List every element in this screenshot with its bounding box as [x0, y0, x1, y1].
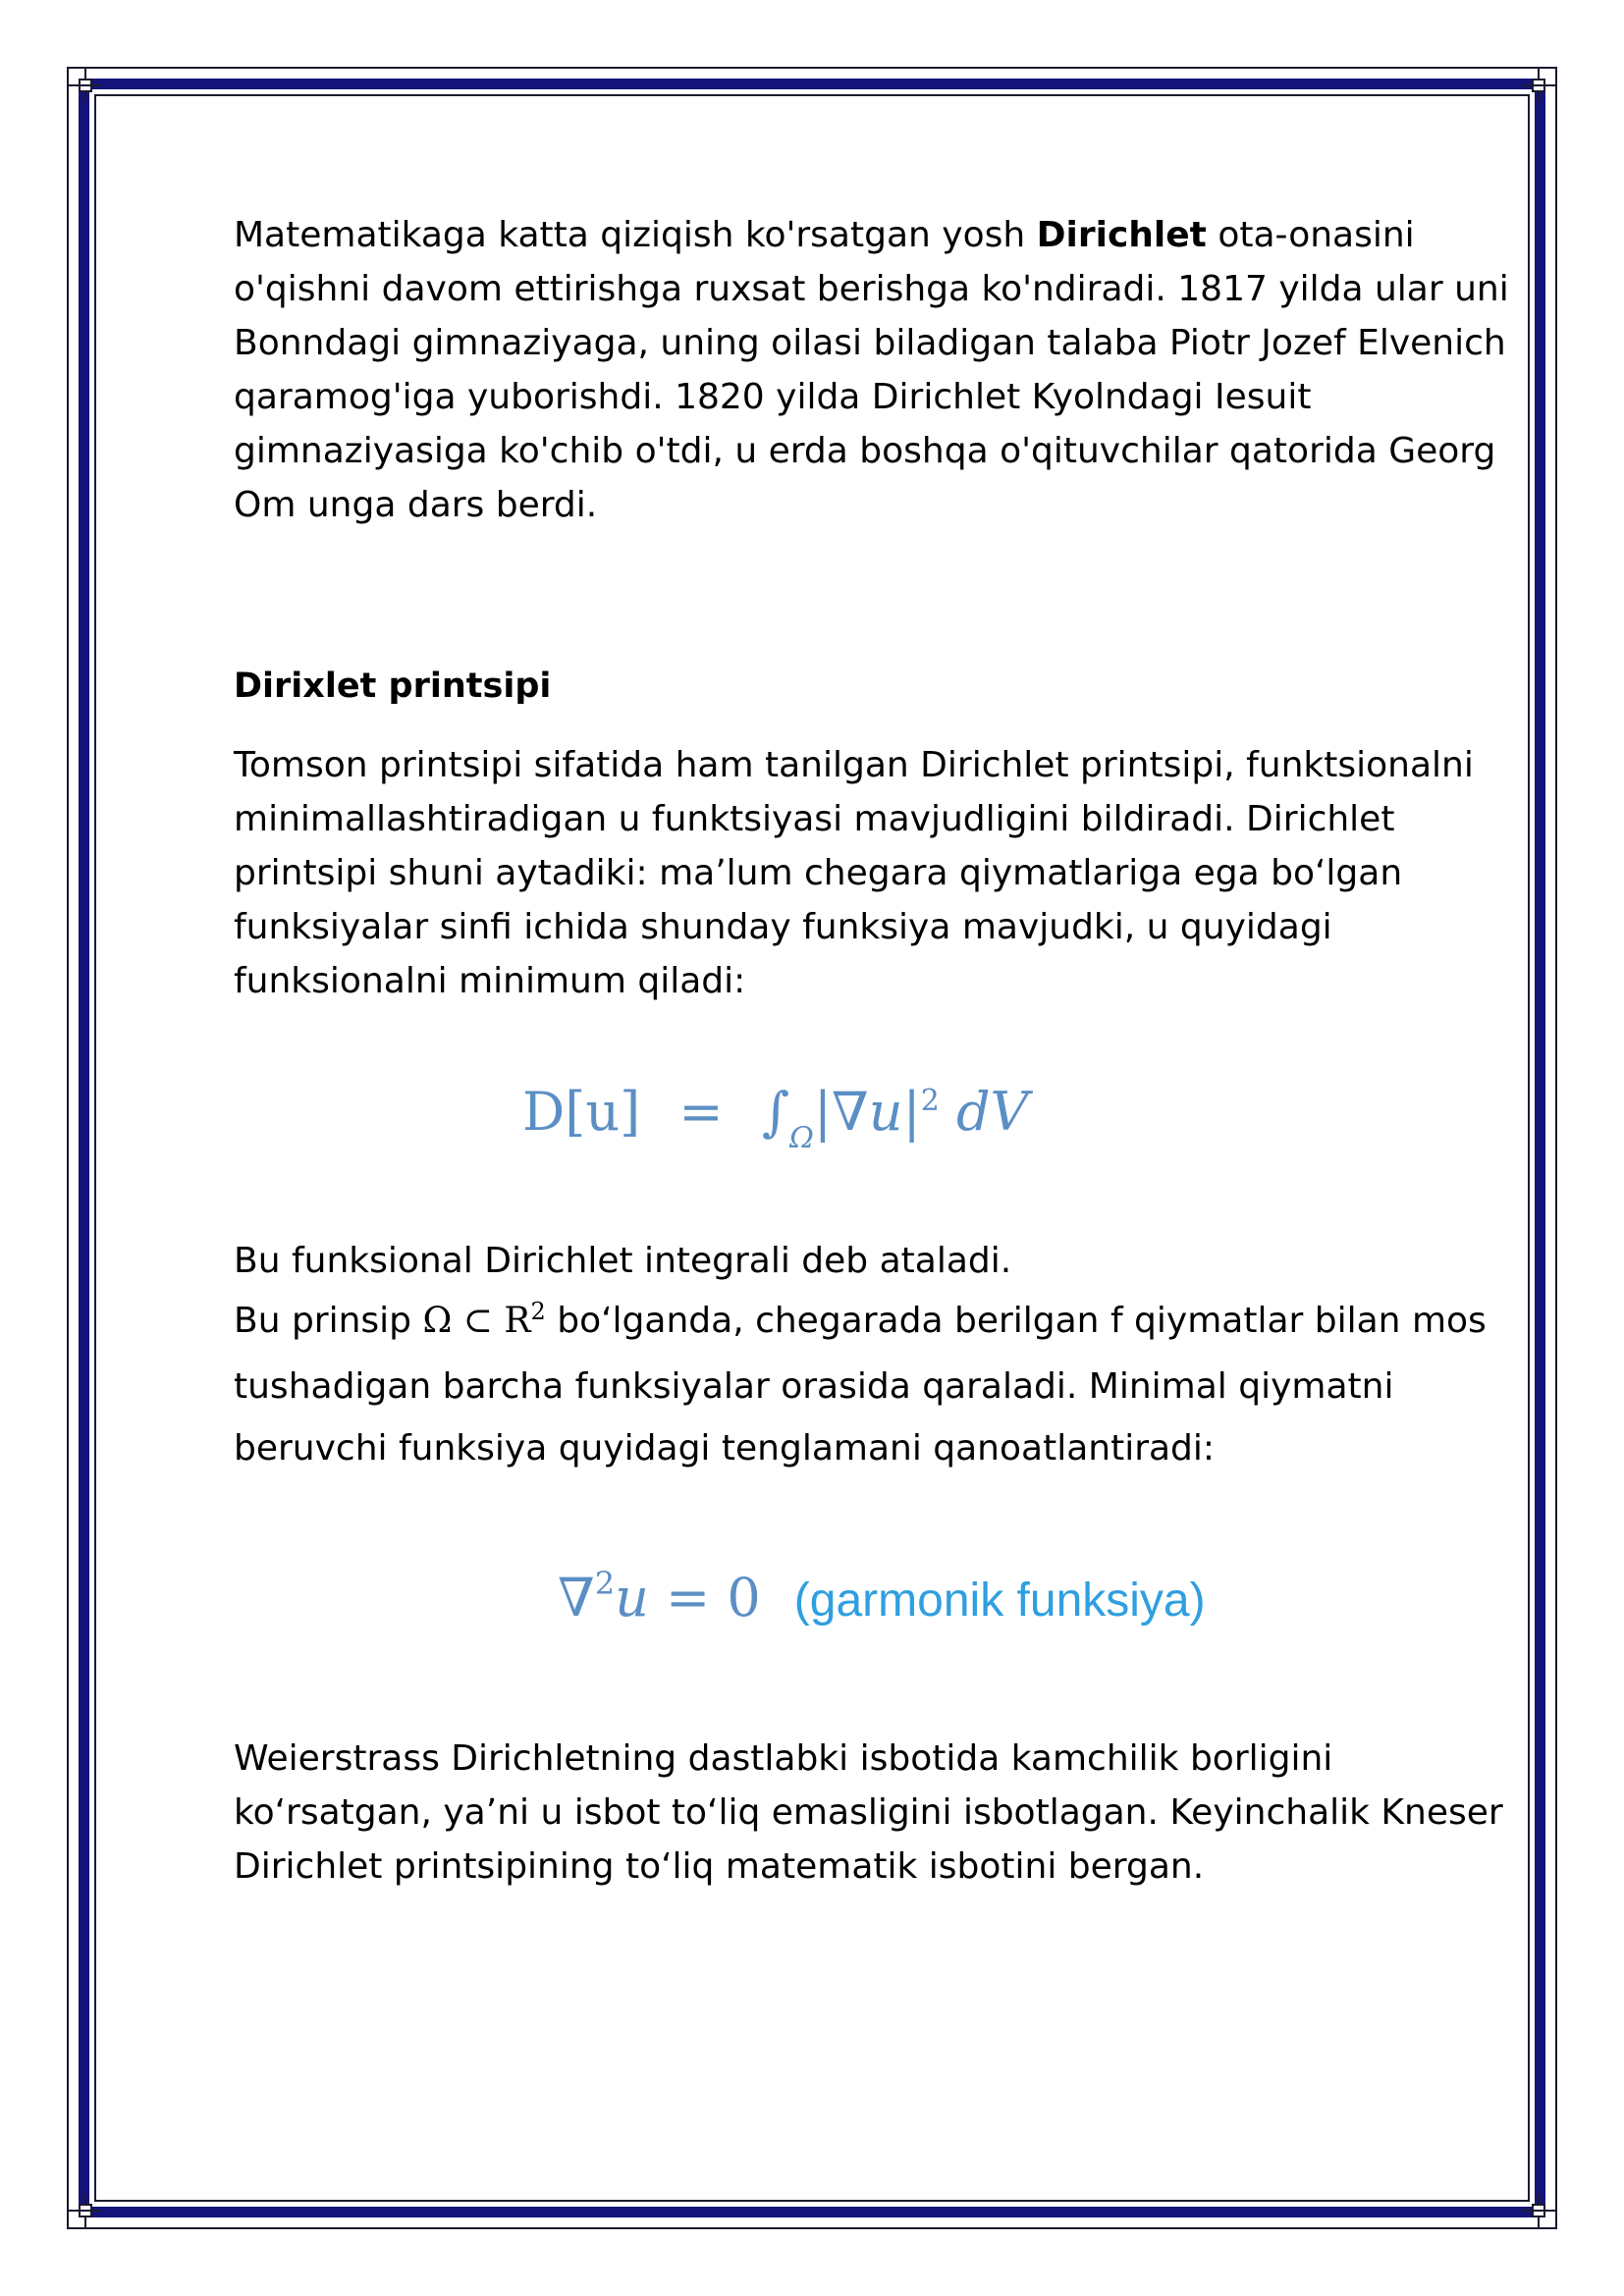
- paragraph-integral-note: [234, 1233, 1530, 1479]
- formula-equals: =: [678, 1081, 724, 1143]
- text-line: Dirichlet printsipining to‘liq matematik isbotini bergan.: [234, 1846, 1205, 1887]
- text-line: o'qishni davom ettirishga ruxsat berishga ko'ndiradi. 1817 yilda ular uni: [234, 269, 1509, 309]
- formula-dirichlet-integral: [522, 1078, 1029, 1155]
- formula-differential: dV: [955, 1081, 1029, 1143]
- integral-sign: ∫: [761, 1081, 789, 1143]
- text-line: Bu funksional Dirichlet integrali deb ataladi.: [234, 1241, 1012, 1281]
- paragraph-principle: [234, 738, 1510, 1008]
- text-line: tushadigan barcha funksiyalar orasida qaraladi. Minimal qiymatni: [234, 1366, 1394, 1407]
- text-line: Weierstrass Dirichletning dastlabki isbotida kamchilik borligini: [234, 1738, 1333, 1779]
- formula-lhs: D[u]: [522, 1081, 641, 1143]
- text-line: ko‘rsatgan, ya’ni u isbot to‘liq emasligini isbotlagan. Keyinchalik Kneser: [234, 1792, 1503, 1833]
- text-line: Matematikaga katta qiziqish ko'rsatgan yosh Dirichlet ota-onasini: [234, 215, 1415, 255]
- set-inclusion-symbol: Ω ⊂ R: [422, 1301, 531, 1341]
- corner-ornament-top-left: [69, 69, 102, 102]
- text-line: funksionalni minimum qiladi:: [234, 961, 746, 1001]
- formula-power: 2: [920, 1084, 940, 1118]
- corner-ornament-bottom-left: [69, 2194, 102, 2227]
- paragraph-biography: [234, 208, 1510, 532]
- text-line: Tomson printsipi sifatida ham tanilgan Dirichlet printsipi, funktsionalni: [234, 745, 1474, 785]
- corner-ornament-top-right: [1522, 69, 1555, 102]
- integral-domain: Ω: [788, 1121, 814, 1155]
- text-line: gimnaziyasiga ko'chib o'tdi, u erda boshqa o'qituvchilar qatorida Georg: [234, 431, 1496, 471]
- text-line: printsipi shuni aytadiki: ma’lum chegara qiymatlariga ega bo‘lgan: [234, 853, 1403, 893]
- text-line: Bu prinsip Ω ⊂ $R^2$ bo‘lganda, chegarada berilgan f qiymatlar bilan mos: [234, 1298, 1487, 1341]
- paragraph-weierstrass: [234, 1732, 1510, 1894]
- formula-integrand: |∇u|: [813, 1081, 921, 1143]
- text-line: qaramog'iga yuborishdi. 1820 yilda Dirichlet Kyolndagi Iesuit: [234, 377, 1312, 417]
- text-line: Bonndagi gimnaziyaga, uning oilasi biladigan talaba Piotr Jozef Elvenich: [234, 323, 1506, 363]
- section-heading: Dirixlet printsipi: [234, 667, 552, 706]
- text-line: beruvchi funksiya quyidagi tenglamani qanoatlantiradi:: [234, 1428, 1216, 1468]
- formula-laplace-equation: [558, 1567, 1206, 1629]
- text-line: funksiyalar sinfi ichida shunday funksiya mavjudki, u quyidagi: [234, 907, 1332, 947]
- bold-name: Dirichlet: [1036, 215, 1207, 255]
- text-line: Om unga dars berdi.: [234, 485, 598, 525]
- text-line: minimallashtiradigan u funktsiyasi mavjudligini bildiradi. Dirichlet: [234, 799, 1395, 839]
- corner-ornament-bottom-right: [1522, 2194, 1555, 2227]
- formula-note: (garmonik funksiya): [793, 1575, 1206, 1627]
- laplace-expression: ∇$^2$u = 0: [558, 1565, 761, 1629]
